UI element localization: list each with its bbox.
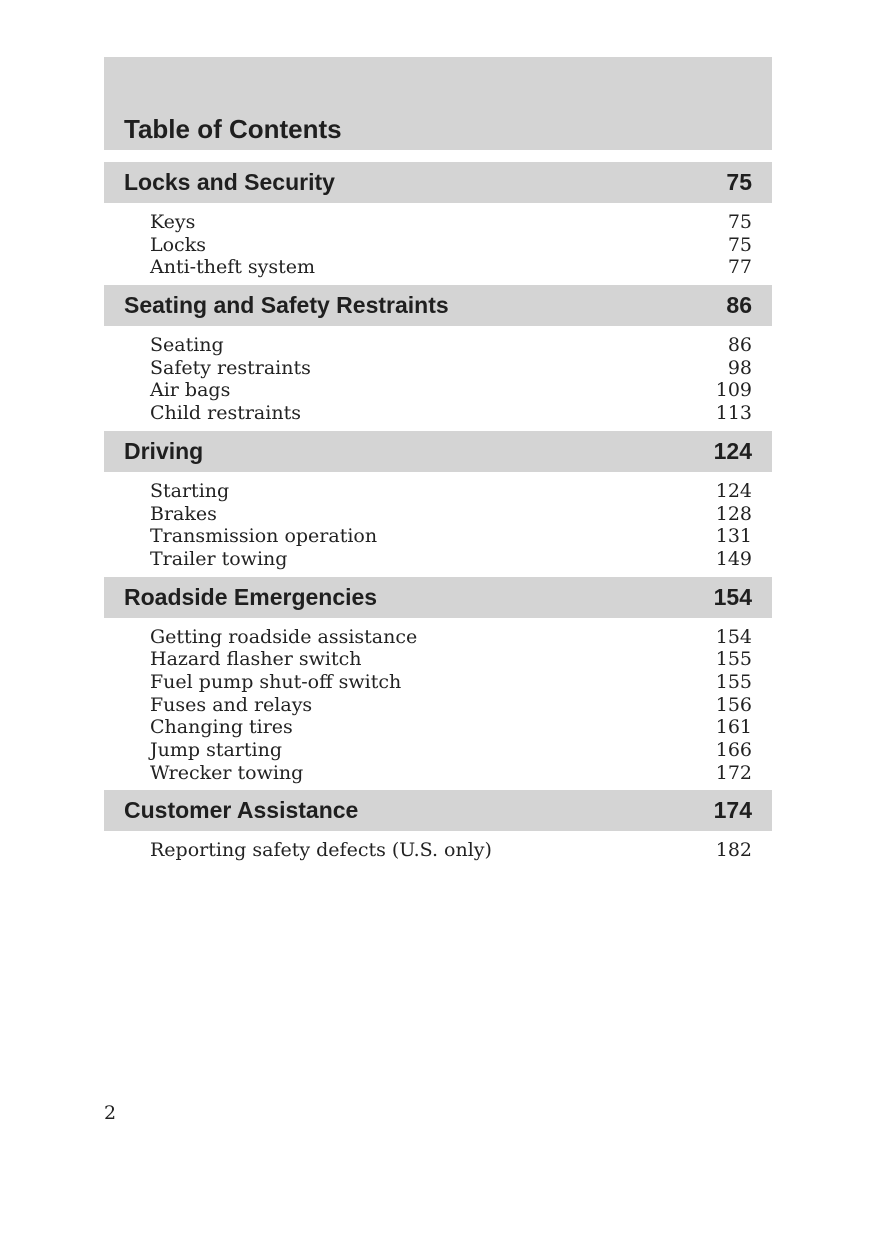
- entry-page: 77: [727, 256, 752, 279]
- toc-entry[interactable]: [150, 525, 752, 548]
- entry-label: Anti-theft system: [150, 256, 316, 279]
- page-title: Table of Contents: [124, 114, 342, 144]
- entry-label: Seating: [150, 334, 224, 357]
- toc-entry[interactable]: [150, 762, 752, 785]
- entry-page: 166: [715, 739, 752, 761]
- entry-list: [104, 326, 772, 431]
- entry-label: Trailer towing: [150, 547, 288, 570]
- toc-entry[interactable]: [150, 379, 752, 402]
- entry-label: Wrecker towing: [150, 761, 304, 784]
- entry-page: 156: [715, 693, 752, 716]
- toc-entry[interactable]: [150, 334, 752, 357]
- section-page: 174: [713, 797, 752, 824]
- toc-entry[interactable]: [150, 211, 752, 234]
- section-header[interactable]: [104, 431, 772, 472]
- section-header[interactable]: [104, 577, 772, 618]
- toc-entry[interactable]: [150, 480, 752, 503]
- entry-label: Hazard flasher switch: [150, 648, 362, 671]
- toc-section: [104, 790, 772, 868]
- entry-page: 75: [727, 211, 752, 233]
- toc-entry[interactable]: [150, 739, 752, 762]
- entry-page: 149: [715, 547, 752, 570]
- page-number: 2: [104, 1102, 117, 1124]
- entry-label: Safety restraints: [150, 356, 311, 379]
- entry-label: Fuses and relays: [150, 693, 313, 716]
- section-title: Locks and Security: [124, 169, 335, 195]
- toc-entry[interactable]: [150, 256, 752, 279]
- toc-entry[interactable]: [150, 357, 752, 380]
- toc-entry[interactable]: [150, 503, 752, 526]
- entry-label: Keys: [150, 211, 196, 233]
- entry-page: 75: [727, 233, 752, 256]
- entry-label: Air bags: [150, 379, 231, 402]
- toc-entry[interactable]: [150, 671, 752, 694]
- section-header[interactable]: [104, 790, 772, 831]
- section-header[interactable]: [104, 285, 772, 326]
- toc-entry[interactable]: [150, 626, 752, 649]
- section-page: 154: [713, 583, 752, 610]
- toc-section: [104, 431, 772, 577]
- toc-entry[interactable]: [150, 648, 752, 671]
- toc-entry[interactable]: [150, 234, 752, 257]
- entry-page: 124: [715, 479, 752, 502]
- entry-page: 109: [715, 379, 752, 402]
- entry-label: Jump starting: [150, 739, 282, 761]
- entry-page: 155: [715, 648, 752, 671]
- section-page: 86: [726, 292, 752, 319]
- section-title: Driving: [124, 437, 204, 464]
- entry-page: 172: [715, 761, 752, 784]
- section-page: 124: [713, 437, 752, 464]
- entry-page: 128: [715, 502, 752, 525]
- toc-section: [104, 577, 772, 791]
- entry-page: 161: [715, 716, 752, 739]
- title-banner: [104, 57, 772, 150]
- entry-page: 155: [715, 670, 752, 693]
- toc-entry[interactable]: [150, 402, 752, 425]
- toc-section: [104, 285, 772, 431]
- entry-label: Changing tires: [150, 716, 293, 739]
- entry-list: [104, 618, 772, 791]
- entry-label: Fuel pump shut-off switch: [150, 670, 402, 693]
- entry-page: 86: [727, 334, 752, 357]
- section-page: 75: [726, 169, 752, 195]
- toc-entry[interactable]: [150, 716, 752, 739]
- section-title: Seating and Safety Restraints: [124, 292, 449, 319]
- entry-page: 131: [715, 525, 752, 548]
- entry-label: Transmission operation: [150, 525, 378, 548]
- toc-entry[interactable]: [150, 839, 752, 862]
- entry-list: [104, 831, 772, 868]
- section-title: Customer Assistance: [124, 797, 359, 824]
- section-header[interactable]: [104, 162, 772, 203]
- entry-label: Reporting safety defects (U.S. only): [150, 839, 492, 862]
- entry-page: 113: [715, 402, 752, 425]
- entry-label: Child restraints: [150, 402, 301, 425]
- entry-list: [104, 203, 772, 285]
- entry-label: Brakes: [150, 502, 217, 525]
- toc-entry[interactable]: [150, 694, 752, 717]
- entry-label: Starting: [150, 479, 230, 502]
- section-title: Roadside Emergencies: [124, 583, 378, 610]
- entry-label: Getting roadside assistance: [150, 625, 418, 648]
- entry-page: 98: [727, 356, 752, 379]
- entry-label: Locks: [150, 233, 206, 256]
- toc-section: [104, 162, 772, 285]
- toc-entry[interactable]: [150, 548, 752, 571]
- toc-sections: [104, 162, 772, 868]
- entry-list: [104, 472, 772, 577]
- entry-page: 154: [715, 625, 752, 648]
- entry-page: 182: [715, 839, 752, 862]
